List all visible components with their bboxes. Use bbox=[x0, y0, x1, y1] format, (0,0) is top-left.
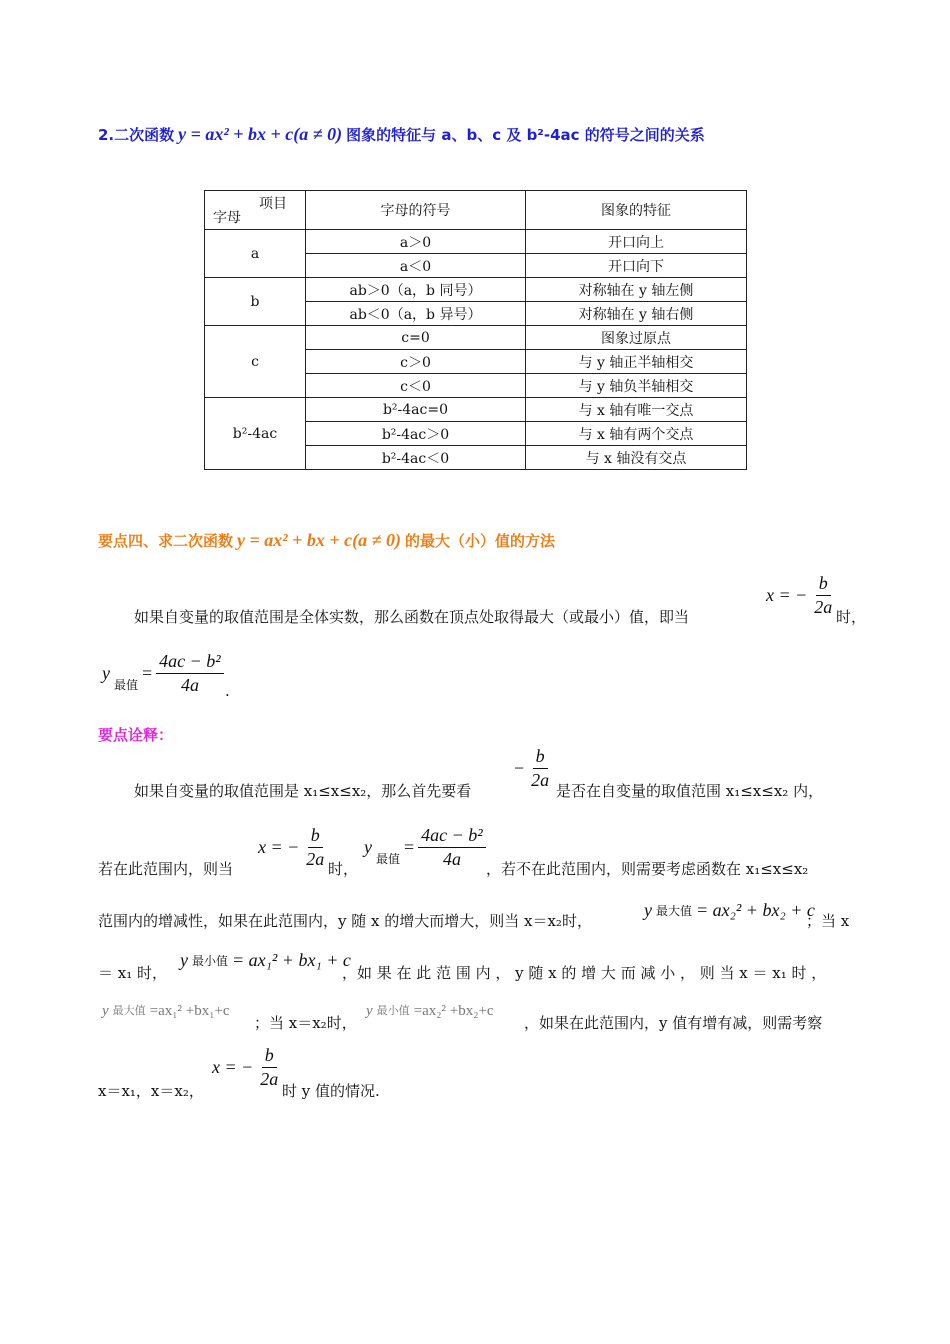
p2-y-den: 4a bbox=[442, 848, 461, 869]
sign-cell: b²-4ac＜0 bbox=[306, 446, 526, 470]
p2-gmin-rhs: =ax₂² +bx₂+c bbox=[413, 1002, 494, 1019]
p2-l5a: ；当 x＝x₂时， bbox=[254, 1014, 357, 1032]
p1-eq: = bbox=[142, 662, 153, 683]
sign-cell: a＜0 bbox=[306, 254, 526, 278]
letter-cell: a bbox=[205, 230, 306, 278]
p2-l2a: 若在此范围内，则当 bbox=[98, 860, 234, 878]
point-4-formula: y = ax² + bx + c(a ≠ 0) bbox=[237, 530, 402, 550]
p1-x-lhs: x = − bbox=[766, 584, 808, 605]
letter-cell: c bbox=[205, 326, 306, 398]
letter-cell: b bbox=[205, 278, 306, 326]
p2-gmax-rhs: =ax₁² +bx₁+c bbox=[149, 1002, 230, 1019]
p2-vertex-x-2 bbox=[212, 1046, 281, 1089]
feature-cell: 开口向上 bbox=[526, 230, 747, 254]
p2-l2c: ，若不在此范围内，则需要考虑函数在 x₁≤x≤x₂ bbox=[486, 860, 809, 878]
p2-y-sym: y bbox=[364, 836, 372, 857]
p1-y-den: 4a bbox=[180, 674, 199, 695]
sign-cell: c＞0 bbox=[306, 350, 526, 374]
p2-ymin-sub: 最小值 bbox=[192, 954, 229, 968]
p2-gmax-sym: y bbox=[102, 1002, 109, 1019]
section-2-formula: y = ax² + bx + c(a ≠ 0) bbox=[178, 124, 343, 144]
header-letter: 字母 bbox=[213, 210, 241, 226]
feature-cell: 对称轴在 y 轴左侧 bbox=[526, 278, 747, 302]
p2-ymax-rhs: = ax₂² + bx₂ + c bbox=[696, 900, 815, 920]
feature-cell: 与 y 轴负半轴相交 bbox=[526, 374, 747, 398]
p2-x2-frac-num: b bbox=[262, 1046, 277, 1068]
p2-y-sub: 最值 bbox=[376, 851, 401, 866]
p2-x-frac-den: 2a bbox=[306, 848, 325, 869]
p1-end: . bbox=[225, 682, 230, 700]
p2-l5b: ，如果在此范围内，y 值有增有减，则需考察 bbox=[524, 1014, 823, 1032]
p1-frac-den: 2a bbox=[814, 596, 833, 617]
p1-shi: 时， bbox=[836, 608, 867, 626]
feature-cell: 与 x 轴有唯一交点 bbox=[526, 398, 747, 422]
p1-text: 如果自变量的取值范围是全体实数，那么函数在顶点处取得最大（或最小）值，即当 bbox=[134, 608, 690, 626]
p2-x2-frac-den: 2a bbox=[260, 1068, 279, 1089]
p1-y-frac bbox=[156, 652, 224, 695]
table-header-diagonal bbox=[205, 191, 306, 230]
p1-vertex-x bbox=[766, 574, 835, 617]
p2-frac bbox=[528, 747, 552, 790]
header-item: 项目 bbox=[259, 196, 287, 212]
section-2-suffix: 图象的特征与 a、b、c 及 b²-4ac 的符号之间的关系 bbox=[346, 126, 705, 144]
p2-x2-lhs: x = − bbox=[212, 1056, 254, 1077]
p2-l4b: ，如 果 在 此 范 围 内 ， y 随 x 的 增 大 而 减 小 ， 则 当 x ＝ x₁ 时 ， bbox=[342, 964, 827, 982]
table-row bbox=[205, 326, 747, 350]
p2-neg: − bbox=[514, 757, 525, 778]
point-4-heading bbox=[98, 530, 555, 551]
p2-frac-den: 2a bbox=[531, 769, 550, 790]
p2-l6b: 时 y 值的情况. bbox=[282, 1082, 380, 1100]
feature-cell: 图象过原点 bbox=[526, 326, 747, 350]
p2-ymin-rhs: = ax₁² + bx₁ + c bbox=[232, 950, 351, 970]
table-row bbox=[205, 398, 747, 422]
p2-neg-b-2a bbox=[514, 747, 552, 790]
feature-cell: 开口向下 bbox=[526, 254, 747, 278]
p1-y-sub: 最值 bbox=[114, 677, 139, 692]
p2-l1b: 是否在自变量的取值范围 x₁≤x≤x₂ 内， bbox=[556, 782, 824, 800]
section-2-prefix: 2.二次函数 bbox=[98, 126, 175, 144]
p2-gmin-sub: 最小值 bbox=[376, 1005, 410, 1017]
p1-y-extreme bbox=[102, 652, 224, 695]
feature-cell: 与 x 轴有两个交点 bbox=[526, 422, 747, 446]
table-row bbox=[205, 278, 747, 302]
letter-cell: b²-4ac bbox=[205, 398, 306, 470]
p2-g-min bbox=[366, 1002, 494, 1020]
p2-y-frac bbox=[418, 826, 486, 869]
feature-cell: 对称轴在 y 轴右侧 bbox=[526, 302, 747, 326]
p1-y-sym: y bbox=[102, 662, 110, 683]
point-4-prefix: 要点四、求二次函数 bbox=[98, 532, 234, 550]
p2-eq: = bbox=[404, 836, 415, 857]
p2-gmin-sym: y bbox=[366, 1002, 373, 1019]
sign-cell: a＞0 bbox=[306, 230, 526, 254]
p2-l4a: ＝ x₁ 时， bbox=[98, 964, 168, 982]
p2-y-min bbox=[180, 950, 351, 971]
p2-y-num: 4ac − b² bbox=[418, 826, 486, 848]
sign-feature-table bbox=[204, 190, 747, 470]
sign-cell: ab＞0（a，b 同号） bbox=[306, 278, 526, 302]
p2-g-max bbox=[102, 1002, 230, 1020]
p2-vertex-x bbox=[258, 826, 327, 869]
p2-ymin-sym: y bbox=[180, 950, 188, 970]
table-row bbox=[205, 230, 747, 254]
p2-x-frac bbox=[303, 826, 327, 869]
p2-l1a: 如果自变量的取值范围是 x₁≤x≤x₂，那么首先要看 bbox=[134, 782, 472, 800]
sign-cell: ab＜0（a，b 异号） bbox=[306, 302, 526, 326]
sign-cell: c＜0 bbox=[306, 374, 526, 398]
p2-frac-num: b bbox=[533, 747, 548, 769]
note-title: 要点诠释： bbox=[98, 726, 174, 744]
p2-x-frac-num: b bbox=[308, 826, 323, 848]
p2-ymax-sym: y bbox=[644, 900, 652, 920]
p1-frac bbox=[811, 574, 835, 617]
feature-cell: 与 x 轴没有交点 bbox=[526, 446, 747, 470]
p2-l3a: 范围内的增减性，如果在此范围内，y 随 x 的增大而增大，则当 x＝x₂时， bbox=[98, 912, 592, 930]
sign-cell: b²-4ac=0 bbox=[306, 398, 526, 422]
p2-gmax-sub: 最大值 bbox=[112, 1005, 146, 1017]
p2-l6a: x＝x₁，x＝x₂， bbox=[98, 1082, 204, 1100]
feature-cell: 与 y 轴正半轴相交 bbox=[526, 350, 747, 374]
table-header-row bbox=[205, 191, 747, 230]
point-4-suffix: 的最大（小）值的方法 bbox=[405, 532, 556, 550]
p2-y-max bbox=[644, 900, 815, 921]
p2-ymax-sub: 最大值 bbox=[656, 904, 693, 918]
p2-x2-frac bbox=[257, 1046, 281, 1089]
header-feature: 图象的特征 bbox=[526, 191, 747, 230]
section-2-heading bbox=[98, 124, 705, 145]
p1-y-num: 4ac − b² bbox=[156, 652, 224, 674]
sign-cell: c=0 bbox=[306, 326, 526, 350]
p2-x-lhs: x = − bbox=[258, 836, 300, 857]
header-sign: 字母的符号 bbox=[306, 191, 526, 230]
p2-y-extreme bbox=[364, 826, 486, 869]
p2-l2b: 时， bbox=[328, 860, 359, 878]
sign-cell: b²-4ac＞0 bbox=[306, 422, 526, 446]
p1-frac-num: b bbox=[816, 574, 831, 596]
p2-l3b: ；当 x bbox=[806, 912, 850, 930]
